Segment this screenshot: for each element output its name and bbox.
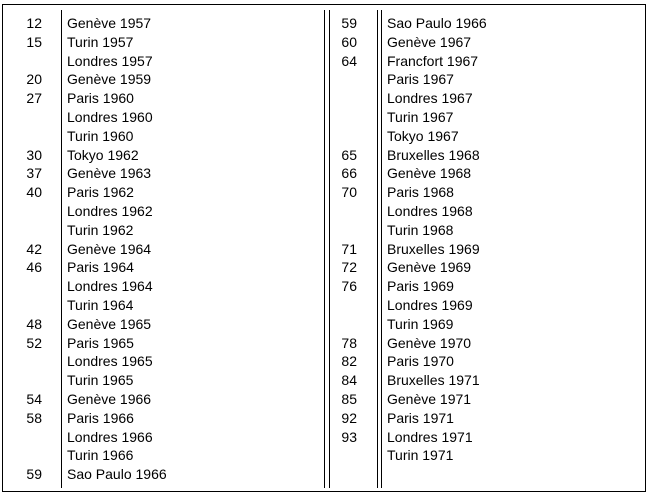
event-label: Francfort 1967: [387, 52, 479, 69]
event-label: Paris 1964: [67, 259, 134, 276]
page-number: 85: [341, 391, 357, 407]
page-number: 65: [341, 146, 357, 163]
event-label: Genève 1963: [67, 165, 152, 182]
page-number: 37: [26, 165, 42, 182]
event-label: Londres 1966: [67, 428, 153, 445]
event-label: Londres 1969: [387, 297, 473, 313]
page-number: 66: [341, 165, 357, 182]
event-label: Turin 1968: [387, 221, 454, 238]
event-label: Londres 1971: [387, 428, 473, 445]
event-label: Turin 1965: [67, 372, 134, 389]
event-label: Bruxelles 1969: [387, 240, 480, 257]
left-number-divider: [61, 10, 62, 488]
event-label: Londres 1967: [387, 90, 473, 107]
event-label: Bruxelles 1968: [387, 146, 480, 163]
event-label: Turin 1964: [67, 297, 134, 313]
page-number: 40: [26, 184, 42, 201]
event-label: Londres 1957: [67, 52, 153, 69]
event-label: Paris 1971: [387, 409, 454, 426]
event-label: Turin 1962: [67, 221, 134, 238]
page-number: 84: [341, 372, 357, 389]
page-number: 48: [26, 315, 42, 332]
event-label: Genève 1964: [67, 240, 152, 257]
event-label: Londres 1968: [387, 203, 473, 219]
page-number: 72: [341, 259, 357, 276]
event-label: Londres 1965: [67, 353, 153, 370]
center-divider-b: [329, 10, 330, 488]
page-number: 82: [341, 353, 357, 370]
event-label: Paris 1970: [387, 353, 454, 370]
page-number: 52: [26, 334, 42, 351]
page-number: 20: [26, 71, 42, 88]
page-number: 70: [341, 184, 357, 201]
event-label: Genève 1971: [387, 391, 472, 407]
page-number: 59: [26, 466, 42, 483]
right-number-divider: [377, 10, 378, 488]
event-label: Turin 1971: [387, 447, 454, 464]
event-label: Sao Paulo 1966: [67, 466, 167, 483]
event-label: Paris 1969: [387, 278, 454, 295]
event-label: Tokyo 1967: [387, 127, 459, 144]
event-label: Turin 1966: [67, 447, 134, 464]
center-divider-a: [324, 10, 325, 488]
event-label: Tokyo 1962: [67, 146, 139, 163]
event-label: Genève 1969: [387, 259, 472, 276]
page-number: 93: [341, 428, 357, 445]
event-label: Turin 1957: [67, 33, 134, 50]
event-label: Genève 1970: [387, 334, 472, 351]
page-number: 30: [26, 146, 42, 163]
event-label: Londres 1962: [67, 203, 153, 219]
page-number: 71: [341, 240, 357, 257]
event-label: Paris 1965: [67, 334, 134, 351]
page-number: 46: [26, 259, 42, 276]
event-label: Paris 1962: [67, 184, 134, 201]
page-number: 78: [341, 334, 357, 351]
event-label: Genève 1967: [387, 33, 472, 50]
page-number: 15: [26, 33, 42, 50]
page-number: 58: [26, 409, 42, 426]
event-label: Genève 1968: [387, 165, 472, 182]
page-number: 59: [341, 15, 357, 31]
page-number: 27: [26, 90, 42, 107]
page-number: 12: [26, 15, 42, 31]
event-label: Paris 1968: [387, 184, 454, 201]
event-label: Londres 1960: [67, 109, 153, 125]
page-number: 60: [341, 33, 357, 50]
page-number: 92: [341, 409, 357, 426]
event-label: Turin 1960: [67, 127, 134, 144]
page-number: 42: [26, 240, 42, 257]
event-label: Genève 1957: [67, 15, 152, 31]
event-label: Londres 1964: [67, 278, 153, 295]
event-label: Genève 1959: [67, 71, 152, 88]
page-number: 64: [341, 52, 357, 69]
event-label: Paris 1966: [67, 409, 134, 426]
table-row: [0, 465, 167, 484]
event-label: Sao Paulo 1966: [387, 15, 487, 31]
page-number: 76: [341, 278, 357, 295]
event-label: Bruxelles 1971: [387, 372, 480, 389]
event-label: Turin 1967: [387, 109, 454, 125]
event-label: Paris 1967: [387, 71, 454, 88]
page-number: 54: [26, 391, 42, 407]
right-number-divider-2: [381, 10, 382, 488]
event-label: Turin 1969: [387, 315, 454, 332]
event-label: Paris 1960: [67, 90, 134, 107]
event-label: Genève 1965: [67, 315, 152, 332]
event-label: Genève 1966: [67, 391, 152, 407]
